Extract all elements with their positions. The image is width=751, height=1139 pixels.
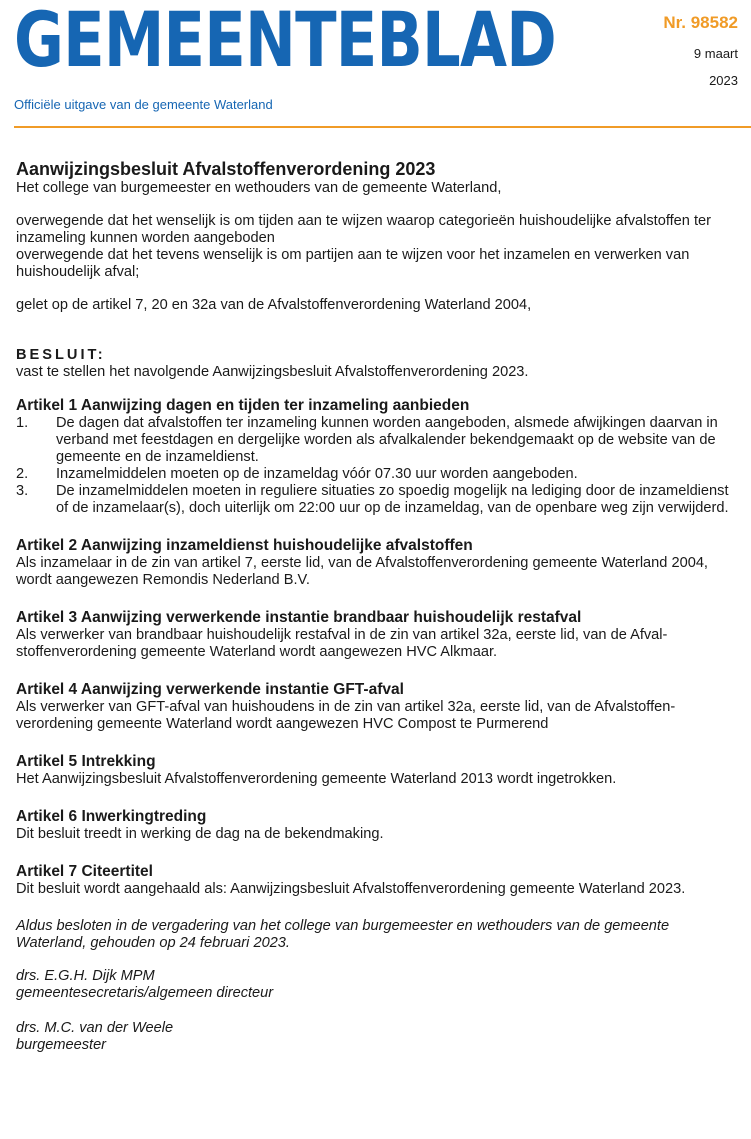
article-text: Als inzamelaar in de zin van artikel 7, eerste lid, van de Afvalstoffenverordening gemeente Waterland 2004, wordt aangewezen Remondis Nederland B.V. — [16, 555, 708, 588]
besluit-label: BESLUIT: — [16, 347, 106, 363]
article-text: Het Aanwijzingsbesluit Afvalstoffenverordening gemeente Waterland 2013 wordt ingetrokken. — [16, 771, 617, 787]
closing-statement: Aldus besloten in de vergadering van het college van burgemeester en wethouders van de gemeente Waterland, gehouden op 24 februari 2023. — [16, 918, 670, 951]
article-heading: Artikel 6 Inwerkingtreding — [16, 808, 207, 825]
list-item — [16, 466, 738, 483]
article-2 — [16, 537, 738, 589]
signatory — [16, 1020, 738, 1054]
article-heading: Artikel 1 Aanwijzing dagen en tijden ter inzameling aanbieden — [16, 397, 470, 414]
legal-basis: gelet op de artikel 7, 20 en 32a van de Afvalstoffenverordening Waterland 2004, — [16, 297, 532, 313]
article-4 — [16, 681, 738, 733]
consideration: overwegende dat het tevens wenselijk is om partijen aan te wijzen voor het inzamelen en verwerken van huishoudelijk afval; — [16, 247, 690, 280]
item-text: Inzamelmiddelen moeten op de inzameldag vóór 07.30 uur worden aangeboden. — [56, 466, 578, 482]
article-text: Als verwerker van GFT-afval van huishoudens in de zin van artikel 32a, eerste lid, van de Afvalstoffenverordening gemeente Waterland wordt aangewezen HVC Compost te Purmerend — [16, 699, 676, 732]
article-heading: Artikel 3 Aanwijzing verwerkende instantie brandbaar huishoudelijk restafval — [16, 609, 582, 626]
masthead — [14, 2, 738, 128]
issue-year: 2023 — [709, 73, 738, 88]
article-heading: Artikel 4 Aanwijzing verwerkende instantie GFT-afval — [16, 681, 404, 698]
signatory-role: burgemeester — [16, 1037, 107, 1053]
article-3 — [16, 609, 738, 661]
besluit-text: vast te stellen het navolgende Aanwijzingsbesluit Afvalstoffenverordening 2023. — [16, 364, 529, 380]
item-number: 3. — [16, 483, 29, 499]
document-body — [16, 158, 738, 1072]
signatory-name: drs. M.C. van der Weele — [16, 1020, 174, 1036]
article-heading: Artikel 5 Intrekking — [16, 753, 156, 770]
article-1 — [16, 397, 738, 517]
signatory-role: gemeentesecretaris/algemeen directeur — [16, 985, 274, 1001]
article-5 — [16, 753, 738, 788]
item-number: 2. — [16, 466, 29, 482]
consideration: overwegende dat het wenselijk is om tijden aan te wijzen waarop categorieën huishoudelijke afvalstoffen ter inzameling kunnen worden aangeboden — [16, 213, 711, 246]
item-text: De inzamelmiddelen moeten in reguliere situaties zo spoedig mogelijk na lediging door de inzameldienst of de inzamelaar(s), doch uiterlijk om 22:00 uur op de inzameldag, van de openbare weg zijn verwijderd. — [56, 483, 729, 516]
issue-number: Nr. 98582 — [663, 13, 738, 32]
article-text: Als verwerker van brandbaar huishoudelijk restafval in de zin van artikel 32a, eerste lid, van de Afvalstoffenverordening gemeente Waterland wordt aangewezen HVC Alkmaar. — [16, 627, 668, 660]
publication-title: GEMEENTEBLAD — [14, 0, 556, 84]
signatory-name: drs. E.G.H. Dijk MPM — [16, 968, 155, 984]
article-text: Dit besluit wordt aangehaald als: Aanwijzingsbesluit Afvalstoffenverordening gemeente Waterland 2023. — [16, 881, 686, 897]
article-heading: Artikel 7 Citeertitel — [16, 863, 153, 880]
document-title: Aanwijzingsbesluit Afvalstoffenverordening 2023 — [16, 159, 436, 179]
article-heading: Artikel 2 Aanwijzing inzameldienst huishoudelijke afvalstoffen — [16, 537, 473, 554]
article-items — [16, 415, 738, 517]
signatory — [16, 968, 738, 1002]
intro-paragraph: Het college van burgemeester en wethouders van de gemeente Waterland, — [16, 180, 502, 196]
header-divider — [14, 126, 751, 128]
publication-subtitle: Officiële uitgave van de gemeente Waterland — [14, 97, 273, 112]
list-item — [16, 415, 738, 466]
issue-date: 9 maart — [693, 46, 738, 61]
list-item — [16, 483, 738, 517]
item-number: 1. — [16, 415, 29, 431]
article-7 — [16, 863, 738, 898]
article-6 — [16, 808, 738, 843]
article-text: Dit besluit treedt in werking de dag na de bekendmaking. — [16, 826, 384, 842]
item-text: De dagen dat afvalstoffen ter inzameling kunnen worden aangeboden, alsmede afwijkingen daarvan in verband met feestdagen en dergelijke worden als afvalkalender bekendgemaakt op de website van de gemeente en de inzameldienst. — [56, 415, 718, 465]
